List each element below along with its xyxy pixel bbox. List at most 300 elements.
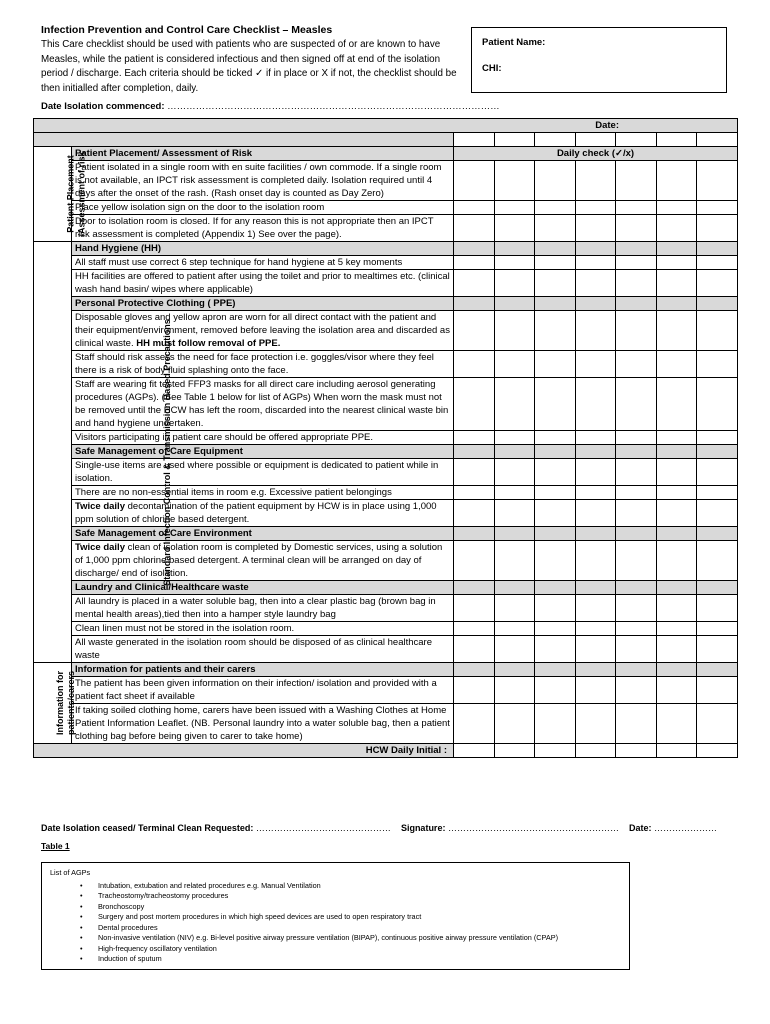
- check-cell[interactable]: [697, 161, 738, 201]
- criteria-label: Personal Protective Clothing ( PPE): [75, 298, 236, 309]
- check-cell[interactable]: [535, 459, 576, 486]
- check-cell[interactable]: [616, 636, 657, 663]
- check-cell[interactable]: [656, 500, 697, 527]
- check-cell: [494, 581, 535, 595]
- check-cell[interactable]: [575, 500, 616, 527]
- date-isolation-commenced[interactable]: [41, 100, 500, 113]
- criteria-text: [72, 242, 454, 256]
- criteria-text: [72, 459, 454, 486]
- check-cell[interactable]: [697, 270, 738, 297]
- check-cell[interactable]: [575, 704, 616, 744]
- checklist-row: [34, 311, 738, 351]
- check-cell[interactable]: [575, 595, 616, 622]
- check-cell[interactable]: [656, 595, 697, 622]
- section-header-row: [34, 527, 738, 541]
- check-cell[interactable]: [454, 541, 495, 581]
- checklist-row: [34, 500, 738, 527]
- initial-cell[interactable]: [454, 744, 495, 758]
- table1-title: Table 1: [41, 841, 70, 851]
- footer-date-dots[interactable]: …………………: [654, 823, 718, 833]
- check-cell[interactable]: [575, 486, 616, 500]
- check-cell[interactable]: [575, 201, 616, 215]
- criteria-text: [72, 636, 454, 663]
- date-entry-cell[interactable]: [616, 133, 657, 147]
- date-entry-cell[interactable]: [697, 133, 738, 147]
- check-cell[interactable]: [454, 622, 495, 636]
- check-cell[interactable]: [616, 161, 657, 201]
- daily-check-label: Daily check (✓/x): [556, 148, 635, 159]
- check-cell[interactable]: [454, 201, 495, 215]
- check-cell[interactable]: [616, 378, 657, 431]
- check-cell[interactable]: [535, 256, 576, 270]
- check-cell[interactable]: [454, 351, 495, 378]
- section-header-row: [34, 147, 738, 161]
- check-cell: [697, 445, 738, 459]
- check-cell: [454, 445, 495, 459]
- check-cell[interactable]: [616, 486, 657, 500]
- criteria-label: Clean linen must not be stored in the isolation room.: [75, 623, 295, 634]
- check-cell[interactable]: [616, 459, 657, 486]
- agp-list-box: [41, 862, 630, 970]
- criteria-label: Single-use items are used where possible or equipment is dedicated to patient while in isolation.: [75, 460, 439, 484]
- criteria-text: [72, 527, 454, 541]
- check-cell[interactable]: [697, 622, 738, 636]
- checklist-row: [34, 704, 738, 744]
- check-cell: [535, 242, 576, 256]
- criteria-text: [72, 581, 454, 595]
- date-entry-cell[interactable]: [494, 133, 535, 147]
- check-cell[interactable]: [535, 378, 576, 431]
- check-cell[interactable]: [454, 486, 495, 500]
- check-cell[interactable]: [656, 351, 697, 378]
- section-header-row: [34, 297, 738, 311]
- check-cell[interactable]: [454, 459, 495, 486]
- date-entry-cell[interactable]: [575, 133, 616, 147]
- check-cell[interactable]: [656, 201, 697, 215]
- checklist-row: [34, 270, 738, 297]
- criteria-label: All staff must use correct 6 step technique for hand hygiene at 5 key moments: [75, 257, 403, 268]
- check-cell[interactable]: [454, 256, 495, 270]
- side-label-placement: [34, 147, 87, 242]
- criteria-label: HH facilities are offered to patient after using the toilet and prior to mealtimes etc. (clinical wash hand basin/ wipes where applicable): [75, 271, 450, 295]
- check-cell[interactable]: [535, 351, 576, 378]
- check-cell[interactable]: [454, 500, 495, 527]
- check-cell[interactable]: [697, 459, 738, 486]
- check-cell[interactable]: [535, 201, 576, 215]
- patient-name-label: Patient Name:: [482, 37, 546, 48]
- date-isolation-label: Date Isolation commenced:: [41, 101, 165, 112]
- check-cell[interactable]: [454, 378, 495, 431]
- signature-dots[interactable]: …………………………………………………: [447, 823, 619, 833]
- check-cell[interactable]: [575, 256, 616, 270]
- date-label-cell: [34, 119, 738, 133]
- initial-cell[interactable]: [575, 744, 616, 758]
- check-cell[interactable]: [575, 677, 616, 704]
- criteria-text: [72, 622, 454, 636]
- check-cell[interactable]: [616, 215, 657, 242]
- check-cell[interactable]: [616, 351, 657, 378]
- side-label-information-text: [55, 670, 77, 734]
- check-cell[interactable]: [575, 636, 616, 663]
- checklist-row: [34, 351, 738, 378]
- criteria-emphasis: HH must follow removal of PPE.: [136, 338, 281, 349]
- check-cell[interactable]: [616, 311, 657, 351]
- check-cell: [494, 445, 535, 459]
- section-header-row: [34, 581, 738, 595]
- date-ceased-dots[interactable]: ………………………………………: [255, 823, 391, 833]
- check-cell[interactable]: [616, 622, 657, 636]
- signature-label: Signature:: [400, 823, 446, 833]
- check-cell[interactable]: [494, 215, 535, 242]
- criteria-label: Staff are wearing fit tested FFP3 masks for all direct care including aerosol generating procedures (AGPs). (See Table 1 below for list of AGPs) When worn the mask must not be removed until the HCW has left the room, discarded into the nearest clinical waste bin and hand hygiene undertaken.: [75, 379, 449, 429]
- check-cell[interactable]: [535, 622, 576, 636]
- footer-date-label: Date:: [628, 823, 652, 833]
- check-cell: [656, 445, 697, 459]
- date-entry-spacer: [34, 133, 454, 147]
- check-cell: [494, 663, 535, 677]
- check-cell: [656, 242, 697, 256]
- agp-list-item: • Bronchoscopy: [50, 902, 621, 913]
- check-cell[interactable]: [697, 677, 738, 704]
- criteria-label: Information for patients and their carers: [75, 664, 256, 675]
- check-cell: [575, 242, 616, 256]
- initial-cell[interactable]: [535, 744, 576, 758]
- checklist-row: [34, 431, 738, 445]
- check-cell[interactable]: [494, 622, 535, 636]
- check-cell[interactable]: [494, 431, 535, 445]
- check-cell[interactable]: [454, 215, 495, 242]
- check-cell[interactable]: [697, 201, 738, 215]
- check-cell[interactable]: [494, 270, 535, 297]
- check-cell[interactable]: [616, 677, 657, 704]
- initial-cell[interactable]: [616, 744, 657, 758]
- date-entry-cell[interactable]: [535, 133, 576, 147]
- criteria-label: The patient has been given information on their infection/ isolation and provided with a patient fact sheet if available: [75, 678, 437, 702]
- check-cell: [575, 445, 616, 459]
- side-label-information-line: Information for: [55, 670, 66, 735]
- criteria-text: [72, 311, 454, 351]
- criteria-text: [72, 500, 454, 527]
- criteria-label: Hand Hygiene (HH): [75, 243, 162, 254]
- check-cell[interactable]: [575, 270, 616, 297]
- criteria-text: [72, 595, 454, 622]
- criteria-label: Disposable gloves and yellow apron are worn for all direct contact with the patient and their equipment/environment, removed before leaving the isolation area and discarded as clinical waste.: [75, 312, 450, 349]
- check-cell[interactable]: [535, 431, 576, 445]
- check-cell[interactable]: [656, 270, 697, 297]
- check-cell[interactable]: [454, 311, 495, 351]
- check-cell[interactable]: [616, 256, 657, 270]
- checklist-row: [34, 378, 738, 431]
- section-header-row: [34, 242, 738, 256]
- check-cell[interactable]: [656, 431, 697, 445]
- date-header-row: [34, 119, 738, 133]
- chi-label: CHI:: [482, 63, 502, 74]
- check-cell: [494, 527, 535, 541]
- check-cell[interactable]: [454, 270, 495, 297]
- agp-list-item: • Intubation, extubation and related procedures e.g. Manual Ventilation: [50, 881, 621, 892]
- check-cell: [656, 527, 697, 541]
- check-cell[interactable]: [494, 378, 535, 431]
- agp-list-item: • Non-invasive ventilation (NIV) e.g. Bi-level positive airway pressure ventilation (BIPAP), continuous positive airway pressure ventilation (CPAP): [50, 933, 621, 944]
- check-cell[interactable]: [494, 486, 535, 500]
- agp-list-item: • Dental procedures: [50, 923, 621, 934]
- check-cell[interactable]: [575, 541, 616, 581]
- patient-details-box[interactable]: [471, 27, 727, 93]
- initial-cell[interactable]: [697, 744, 738, 758]
- date-label: Date:: [595, 120, 620, 131]
- criteria-text: [72, 486, 454, 500]
- check-cell[interactable]: [656, 486, 697, 500]
- check-cell[interactable]: [656, 459, 697, 486]
- intro-text: This Care checklist should be used with patients who are suspected of or are known to have Measles, while the patient is considered infectious and then signed off at end of the isolation period / discharge. Each criteria should be ticked ✓ if in place or X if not, the checklist should be then initialled after completion, daily.: [41, 39, 457, 94]
- check-cell[interactable]: [535, 595, 576, 622]
- check-cell[interactable]: [454, 431, 495, 445]
- check-cell[interactable]: [535, 486, 576, 500]
- check-cell[interactable]: [616, 500, 657, 527]
- criteria-text: [72, 704, 454, 744]
- criteria-label: If taking soiled clothing home, carers have been issued with a Washing Clothes at Home Patient Information Leaflet. (NB. Personal laundry into a water soluble bag, then a patient clothing bag before being given to carer to take home): [75, 705, 450, 742]
- check-cell[interactable]: [697, 595, 738, 622]
- criteria-emphasis: Twice daily: [75, 501, 125, 512]
- checklist-row: [34, 595, 738, 622]
- check-cell[interactable]: [454, 704, 495, 744]
- check-cell[interactable]: [575, 378, 616, 431]
- check-cell[interactable]: [697, 351, 738, 378]
- check-cell[interactable]: [575, 161, 616, 201]
- check-cell: [575, 663, 616, 677]
- check-cell[interactable]: [535, 704, 576, 744]
- check-cell[interactable]: [535, 215, 576, 242]
- footer-signoff: [41, 823, 717, 833]
- date-entry-row: [34, 133, 738, 147]
- check-cell: [535, 581, 576, 595]
- check-cell[interactable]: [575, 431, 616, 445]
- check-cell[interactable]: [494, 256, 535, 270]
- criteria-label: Visitors participating in patient care should be offered appropriate PPE.: [75, 432, 374, 443]
- checklist-row: [34, 677, 738, 704]
- check-cell: [697, 663, 738, 677]
- hcw-label-cell: [34, 744, 454, 758]
- section-header-row: [34, 445, 738, 459]
- check-cell[interactable]: [494, 500, 535, 527]
- side-label-standard-line: Standard Infection Control & Transmission Based Precautions: [161, 318, 172, 586]
- criteria-text: [72, 541, 454, 581]
- criteria-text: [72, 378, 454, 431]
- checklist-row: [34, 256, 738, 270]
- check-cell[interactable]: [697, 486, 738, 500]
- check-cell[interactable]: [454, 161, 495, 201]
- criteria-label: Safe Management of Care Equipment: [75, 446, 243, 457]
- check-cell[interactable]: [656, 311, 697, 351]
- criteria-label: There are no non-essential items in room e.g. Excessive patient belongings: [75, 487, 392, 498]
- side-label-information-line: patients/carers: [66, 670, 77, 735]
- section-header-row: [34, 663, 738, 677]
- check-cell[interactable]: [656, 161, 697, 201]
- check-cell: [454, 527, 495, 541]
- criteria-text: [72, 351, 454, 378]
- check-cell[interactable]: [697, 311, 738, 351]
- check-cell[interactable]: [575, 459, 616, 486]
- criteria-label: All laundry is placed in a water soluble bag, then into a clear plastic bag (brown bag in mental health areas),tied then into a hamper style laundry bag: [75, 596, 436, 620]
- criteria-label: Safe Management of Care Environment: [75, 528, 252, 539]
- check-cell[interactable]: [494, 311, 535, 351]
- criteria-text: [72, 677, 454, 704]
- check-cell[interactable]: [656, 378, 697, 431]
- check-cell: [616, 663, 657, 677]
- check-cell[interactable]: [454, 636, 495, 663]
- check-cell: [494, 297, 535, 311]
- check-cell[interactable]: [494, 459, 535, 486]
- checklist-table: [33, 118, 738, 758]
- check-cell[interactable]: [697, 636, 738, 663]
- check-cell[interactable]: [494, 161, 535, 201]
- check-cell: [535, 663, 576, 677]
- check-cell[interactable]: [697, 500, 738, 527]
- check-cell[interactable]: [494, 351, 535, 378]
- criteria-text: [72, 431, 454, 445]
- side-label-information: [34, 663, 77, 744]
- document-title: Infection Prevention and Control Care Checklist – Measles: [41, 24, 333, 36]
- check-cell[interactable]: [616, 704, 657, 744]
- criteria-text: [72, 201, 454, 215]
- check-cell: [656, 663, 697, 677]
- check-cell[interactable]: [494, 677, 535, 704]
- criteria-text: [72, 270, 454, 297]
- check-cell[interactable]: [616, 595, 657, 622]
- check-cell[interactable]: [697, 704, 738, 744]
- criteria-text: [72, 297, 454, 311]
- date-ceased-label: Date Isolation ceased/ Terminal Clean Requested:: [41, 823, 254, 833]
- criteria-label: clean of isolation room is completed by Domestic services, using a solution of 1,000 ppm chlorine based detergent. A terminal clean will be arranged on day of discharge/ end of isolation.: [75, 542, 443, 579]
- check-cell[interactable]: [616, 431, 657, 445]
- checklist-row: [34, 486, 738, 500]
- check-cell[interactable]: [535, 311, 576, 351]
- check-cell: [697, 581, 738, 595]
- initial-cell[interactable]: [656, 744, 697, 758]
- check-cell: [535, 445, 576, 459]
- check-cell[interactable]: [656, 622, 697, 636]
- check-cell[interactable]: [656, 256, 697, 270]
- date-entry-cell[interactable]: [454, 133, 495, 147]
- check-cell[interactable]: [616, 270, 657, 297]
- agp-list-title: List of AGPs: [50, 868, 91, 877]
- criteria-label: Patient isolated in a single room with en suite facilities / own commode. If a single room is not available, an IPCT risk assessment is completed daily. Isolation required until 4 days after the onset of the rash. (Rash onset day is counted as Day Zero): [75, 162, 442, 199]
- header-block: [41, 24, 461, 96]
- check-cell[interactable]: [494, 595, 535, 622]
- check-cell: [697, 242, 738, 256]
- check-cell[interactable]: [494, 636, 535, 663]
- check-cell: [454, 242, 495, 256]
- initial-cell[interactable]: [494, 744, 535, 758]
- check-cell: [575, 581, 616, 595]
- checklist-row: [34, 622, 738, 636]
- criteria-text: [72, 256, 454, 270]
- check-cell[interactable]: [535, 500, 576, 527]
- agp-list-item: • High-frequency oscillatory ventilation: [50, 944, 621, 955]
- side-label-placement-line: Patient Placement: [65, 154, 76, 233]
- check-cell[interactable]: [697, 256, 738, 270]
- side-label-placement-line: /Assessment of risk: [76, 150, 87, 237]
- check-cell[interactable]: [656, 215, 697, 242]
- criteria-label: Door to isolation room is closed. If for any reason this is not appropriate then an IPCT risk assessment is completed (Appendix 1) See over the page).: [75, 216, 434, 240]
- check-cell[interactable]: [616, 541, 657, 581]
- check-cell[interactable]: [575, 351, 616, 378]
- check-cell[interactable]: [697, 215, 738, 242]
- criteria-text: [72, 161, 454, 201]
- side-label-placement-text: [66, 151, 88, 236]
- checklist-row: [34, 459, 738, 486]
- check-cell: [575, 527, 616, 541]
- check-cell[interactable]: [697, 431, 738, 445]
- check-cell[interactable]: [535, 677, 576, 704]
- criteria-text: [72, 445, 454, 459]
- check-cell[interactable]: [656, 704, 697, 744]
- hcw-label: HCW Daily Initial :: [365, 745, 447, 756]
- check-cell[interactable]: [575, 622, 616, 636]
- criteria-text: [72, 147, 454, 161]
- check-cell: [616, 445, 657, 459]
- checklist-row: [34, 215, 738, 242]
- check-cell: [454, 297, 495, 311]
- check-cell[interactable]: [454, 677, 495, 704]
- checklist-row: [34, 201, 738, 215]
- checklist-row: [34, 541, 738, 581]
- check-cell: [535, 527, 576, 541]
- date-entry-cell[interactable]: [656, 133, 697, 147]
- check-cell: [656, 297, 697, 311]
- agp-list-item: • Induction of sputum: [50, 954, 621, 965]
- check-cell[interactable]: [697, 541, 738, 581]
- check-cell: [454, 581, 495, 595]
- check-cell[interactable]: [535, 270, 576, 297]
- check-cell[interactable]: [575, 311, 616, 351]
- date-isolation-dots: ……………………………………………………………………………………………: [167, 101, 500, 112]
- criteria-emphasis: Twice daily: [75, 542, 125, 553]
- check-cell[interactable]: [494, 201, 535, 215]
- check-cell[interactable]: [656, 636, 697, 663]
- check-cell[interactable]: [535, 541, 576, 581]
- side-label-standard-text: [162, 319, 173, 586]
- agp-list-item: • Surgery and post mortem procedures in which high speed devices are used to open respiratory tract: [50, 912, 621, 923]
- criteria-label: decontamination of the patient equipment by HCW is in place using 1,000 ppm solution of chlorine based detergent.: [75, 501, 437, 525]
- check-cell: [616, 242, 657, 256]
- check-cell[interactable]: [656, 677, 697, 704]
- daily-check-header: [454, 147, 738, 161]
- check-cell: [616, 527, 657, 541]
- check-cell[interactable]: [494, 541, 535, 581]
- check-cell[interactable]: [494, 704, 535, 744]
- check-cell[interactable]: [575, 215, 616, 242]
- check-cell: [697, 297, 738, 311]
- check-cell: [494, 242, 535, 256]
- check-cell[interactable]: [535, 636, 576, 663]
- criteria-label: Laundry and Clinical/Healthcare waste: [75, 582, 249, 593]
- check-cell[interactable]: [656, 541, 697, 581]
- criteria-text: [72, 215, 454, 242]
- criteria-label: Staff should risk assess the need for face protection i.e. goggles/visor where they feel there is a risk of body fluid splashing onto the face.: [75, 352, 434, 376]
- check-cell: [697, 527, 738, 541]
- check-cell: [616, 581, 657, 595]
- check-cell[interactable]: [535, 161, 576, 201]
- check-cell: [656, 581, 697, 595]
- criteria-text: [72, 663, 454, 677]
- check-cell[interactable]: [697, 378, 738, 431]
- criteria-label: Place yellow isolation sign on the door to the isolation room: [75, 202, 325, 213]
- check-cell[interactable]: [616, 201, 657, 215]
- check-cell: [535, 297, 576, 311]
- check-cell[interactable]: [454, 595, 495, 622]
- checklist-row: [34, 636, 738, 663]
